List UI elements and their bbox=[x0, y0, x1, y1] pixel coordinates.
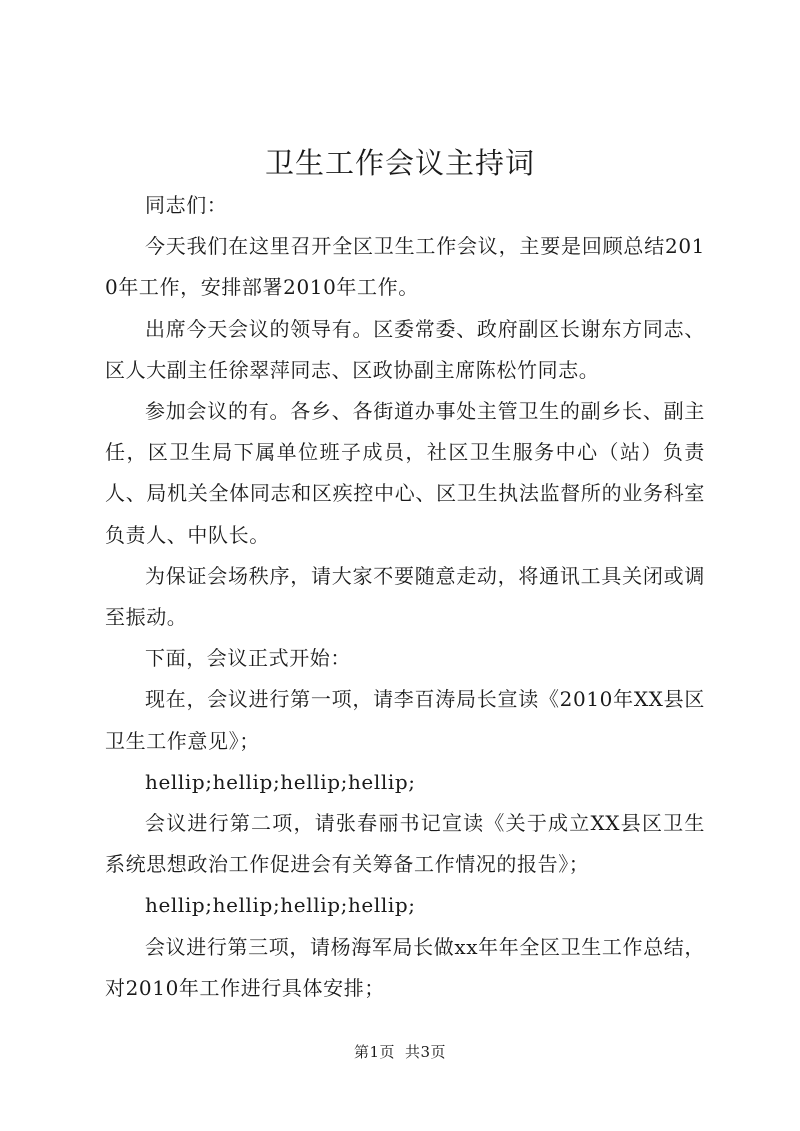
paragraph-item-one: 现在，会议进行第一项，请李百涛局长宣读《2010年XX县区卫生工作意见》； bbox=[105, 687, 705, 753]
paragraph-meeting-start: 下面，会议正式开始： bbox=[145, 646, 351, 671]
document-title: 卫生工作会议主持词 bbox=[264, 146, 535, 180]
paragraph-participants: 参加会议的有。各乡、各街道办事处主管卫生的副乡长、副主任，区卫生局下属单位班子成员，社区卫生服务中心（站）负责人、局机关全体同志和区疾控中心、区卫生执法监督所的业务科室负责人、中队长。 bbox=[105, 399, 705, 547]
paragraph-ellipsis-two: hellip;hellip;hellip;hellip; bbox=[145, 893, 416, 918]
paragraph-order-notice: 为保证会场秩序，请大家不要随意走动，将通讯工具关闭或调至振动。 bbox=[105, 563, 705, 630]
paragraph-attending-leaders: 出席今天会议的领导有。区委常委、政府副区长谢东方同志、区人大副主任徐翠萍同志、区政协副主席陈松竹同志。 bbox=[105, 316, 705, 382]
paragraph-item-three: 会议进行第三项，请杨海军局长做xx年年全区卫生工作总结，对2010年工作进行具体安排； bbox=[105, 934, 705, 1000]
paragraph-ellipsis-one: hellip;hellip;hellip;hellip; bbox=[145, 769, 416, 794]
document-body bbox=[105, 185, 705, 1009]
page-total: 共3页 bbox=[405, 1043, 447, 1061]
paragraph-opening: 今天我们在这里召开全区卫生工作会议，主要是回顾总结2010年工作，安排部署2010年工作。 bbox=[105, 234, 705, 300]
page-number: 第1页 bbox=[353, 1043, 395, 1061]
page-footer bbox=[0, 1042, 800, 1062]
paragraph-item-two: 会议进行第二项，请张春丽书记宣读《关于成立XX县区卫生系统思想政治工作促进会有关筹备工作情况的报告》； bbox=[105, 811, 705, 877]
paragraph-salutation: 同志们： bbox=[145, 193, 228, 217]
